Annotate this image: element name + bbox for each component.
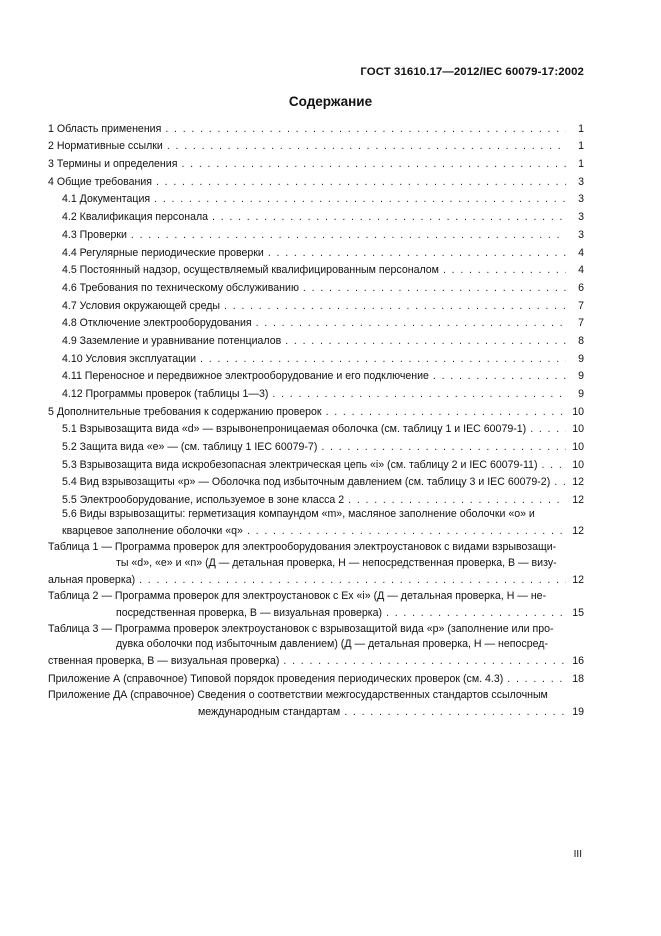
toc-entry-page: 9 xyxy=(578,388,584,400)
toc-entry-page: 16 xyxy=(572,655,584,668)
dot-leader xyxy=(433,370,566,383)
toc-entry[interactable] xyxy=(48,507,584,538)
dot-leader xyxy=(154,193,566,206)
toc-entry[interactable] xyxy=(48,171,584,189)
toc-entry-page: 8 xyxy=(578,334,584,347)
toc-entry[interactable] xyxy=(48,189,584,207)
toc-entry[interactable] xyxy=(48,688,584,719)
toc-entry[interactable] xyxy=(48,153,584,171)
toc-entry[interactable] xyxy=(48,366,584,384)
toc-entry-title: альная проверка) xyxy=(48,573,136,586)
toc-entry[interactable] xyxy=(48,589,584,620)
toc-entry[interactable] xyxy=(48,224,584,242)
dot-leader xyxy=(224,300,566,313)
dot-leader xyxy=(165,123,566,136)
toc-entry[interactable] xyxy=(48,260,584,278)
toc-entry-title: 5 Дополнительные требования к содержанию проверок xyxy=(48,405,322,418)
toc-entry-title: 5.2 Защита вида «e» — (см. таблицу 1 IEC 60079-7) xyxy=(62,441,318,454)
toc-entry-title: 4.10 Условия эксплуатации xyxy=(62,352,197,365)
toc-entry-page: 9 xyxy=(578,370,584,383)
document-code: ГОСТ 31610.17—2012/IEC 60079-17:2002 xyxy=(360,66,584,78)
page-title: Содержание xyxy=(288,94,373,109)
toc-entry-page: 7 xyxy=(578,299,584,312)
toc-entry-title: посредственная проверка, В — визуальная проверка) xyxy=(116,606,383,619)
toc-entry[interactable] xyxy=(48,670,584,686)
dot-leader xyxy=(285,335,566,348)
toc-entry[interactable] xyxy=(48,313,584,331)
toc-entry-page: 3 xyxy=(578,228,584,241)
dot-leader xyxy=(181,158,566,171)
dot-leader xyxy=(200,353,566,366)
toc-entry-title: 4 Общие требования xyxy=(48,175,152,188)
dot-leader xyxy=(321,441,566,454)
toc-entry-page: 15 xyxy=(572,606,584,619)
toc-entry[interactable] xyxy=(48,472,584,490)
toc-entry-page: 9 xyxy=(578,352,584,365)
toc-entry-page: 6 xyxy=(578,281,584,294)
toc-entry[interactable] xyxy=(48,436,584,454)
toc-entry-title: 4.3 Проверки xyxy=(62,228,127,241)
toc-entry[interactable] xyxy=(48,454,584,472)
toc-entry-title: 4.1 Документация xyxy=(62,193,151,206)
dot-leader xyxy=(326,406,566,419)
toc-entry-page: 3 xyxy=(578,211,584,224)
toc-entry-title: 4.2 Квалификация персонала xyxy=(62,211,209,224)
toc-entry-page: 4 xyxy=(578,246,584,259)
dot-leader xyxy=(344,706,566,719)
toc-entry[interactable] xyxy=(48,540,584,587)
toc-entry-title: Таблица 3 — Программа проверок электроустановок с взрывозащитой вида «p» (заполнение или про- xyxy=(48,622,554,635)
toc-entry-title: ственная проверка, В — визуальная проверка) xyxy=(48,655,280,668)
table-of-contents xyxy=(48,118,584,719)
toc-entry-title: международным стандартам xyxy=(198,705,341,718)
toc-entry[interactable] xyxy=(48,419,584,437)
toc-entry-title: 5.4 Вид взрывозащиты «p» — Оболочка под избыточным давлением (см. таблицу 3 и IEC 60079-2) xyxy=(62,476,551,489)
toc-entry-title: Приложение А (справочное) Типовой порядок проведения периодических проверок (см. 4.3) xyxy=(48,672,504,685)
toc-entry[interactable] xyxy=(48,489,584,507)
toc-entry-page: 10 xyxy=(572,405,584,418)
toc-entry-page: 1 xyxy=(578,122,584,135)
toc-entry-title: 5.6 Виды взрывозащиты: герметизация компаундом «m», масляное заполнение оболочки «o» и xyxy=(62,508,535,521)
toc-entry[interactable] xyxy=(48,136,584,154)
dot-leader xyxy=(131,229,566,242)
toc-entry-page: 10 xyxy=(572,423,584,436)
dot-leader xyxy=(247,525,566,538)
dot-leader xyxy=(348,494,566,507)
toc-entry-title: 4.6 Требования по техническому обслуживанию xyxy=(62,281,299,294)
dot-leader xyxy=(530,423,566,436)
dot-leader xyxy=(212,211,566,224)
toc-entry-page: 1 xyxy=(578,158,584,171)
toc-entry-page: 12 xyxy=(572,573,584,586)
toc-entry-page: 19 xyxy=(572,705,584,718)
toc-entry-page: 3 xyxy=(578,193,584,206)
toc-entry[interactable] xyxy=(48,383,584,401)
toc-entry[interactable] xyxy=(48,348,584,366)
toc-entry-title: 2 Нормативные ссылки xyxy=(48,140,163,153)
dot-leader xyxy=(554,476,566,489)
page-number: III xyxy=(573,849,582,860)
toc-entry-title: 4.5 Постоянный надзор, осуществляемый квалифицированным персоналом xyxy=(62,264,439,277)
dot-leader xyxy=(156,176,566,189)
toc-entry-page: 7 xyxy=(578,317,584,330)
dot-leader xyxy=(541,459,566,472)
toc-entry[interactable] xyxy=(48,277,584,295)
dot-leader xyxy=(507,673,566,686)
toc-entry-page: 4 xyxy=(578,264,584,277)
toc-entry-title: ты «d», «e» и «n» (Д — детальная проверка, Н — непосредственная проверка, В — визу- xyxy=(116,556,557,569)
toc-entry-page: 1 xyxy=(578,140,584,153)
toc-entry-title: 5.1 Взрывозащита вида «d» — взрывонепроницаемая оболочка (см. таблицу 1 и IEC 60079-1) xyxy=(62,423,527,436)
dot-leader xyxy=(268,247,566,260)
toc-entry-title: 4.9 Заземление и уравнивание потенциалов xyxy=(62,334,282,347)
toc-entry[interactable] xyxy=(48,330,584,348)
toc-entry-title: 3 Термины и определения xyxy=(48,158,178,171)
toc-entry[interactable] xyxy=(48,622,584,669)
toc-entry-title: 5.3 Взрывозащита вида искробезопасная электрическая цепь «i» (см. таблицу 2 и IEC 60079-11) xyxy=(62,458,538,471)
toc-entry-title: 5.5 Электрооборудование, используемое в зоне класса 2 xyxy=(62,494,345,507)
toc-entry[interactable] xyxy=(48,118,584,136)
toc-entry-page: 18 xyxy=(572,672,584,685)
toc-entry[interactable] xyxy=(48,206,584,224)
toc-entry-page: 12 xyxy=(572,476,584,489)
dot-leader xyxy=(272,388,566,401)
dot-leader xyxy=(139,574,566,587)
toc-entry-title: 4.8 Отключение электрооборудования xyxy=(62,317,252,330)
dot-leader xyxy=(443,264,566,277)
toc-entry[interactable] xyxy=(48,242,584,260)
toc-entry-title: дувка оболочки под избыточным давлением) (Д — детальная проверка, Н — непосред- xyxy=(116,638,548,651)
dot-leader xyxy=(167,140,566,153)
toc-entry-title: 4.7 Условия окружающей среды xyxy=(62,299,221,312)
toc-entry-title: Таблица 1 — Программа проверок для электрооборудования электроустановок с видами взрывозащи- xyxy=(48,541,557,554)
toc-entry[interactable] xyxy=(48,401,584,419)
toc-entry-title: Приложение ДА (справочное) Сведения о соответствии межгосударственных стандартов ссылочным xyxy=(48,688,548,701)
toc-entry[interactable] xyxy=(48,295,584,313)
toc-entry-page: 12 xyxy=(572,525,584,538)
dot-leader xyxy=(386,607,566,620)
toc-entry-page: 10 xyxy=(572,441,584,454)
dot-leader xyxy=(303,282,566,295)
toc-entry-title: кварцевое заполнение оболочки «q» xyxy=(62,525,243,538)
dot-leader xyxy=(283,655,566,668)
toc-entry-title: 1 Область применения xyxy=(48,122,162,135)
toc-entry-page: 3 xyxy=(578,175,584,188)
toc-entry-title: Таблица 2 — Программа проверок для электроустановок с Ex «i» (Д — детальная проверка, Н — не- xyxy=(48,589,547,602)
dot-leader xyxy=(256,317,566,330)
toc-entry-page: 10 xyxy=(572,458,584,471)
toc-entry-page: 12 xyxy=(572,494,584,507)
toc-entry-title: 4.12 Программы проверок (таблицы 1—3) xyxy=(62,388,269,400)
toc-entry-title: 4.4 Регулярные периодические проверки xyxy=(62,246,264,259)
toc-entry-title: 4.11 Переносное и передвижное электрооборудование и его подключение xyxy=(62,370,429,383)
